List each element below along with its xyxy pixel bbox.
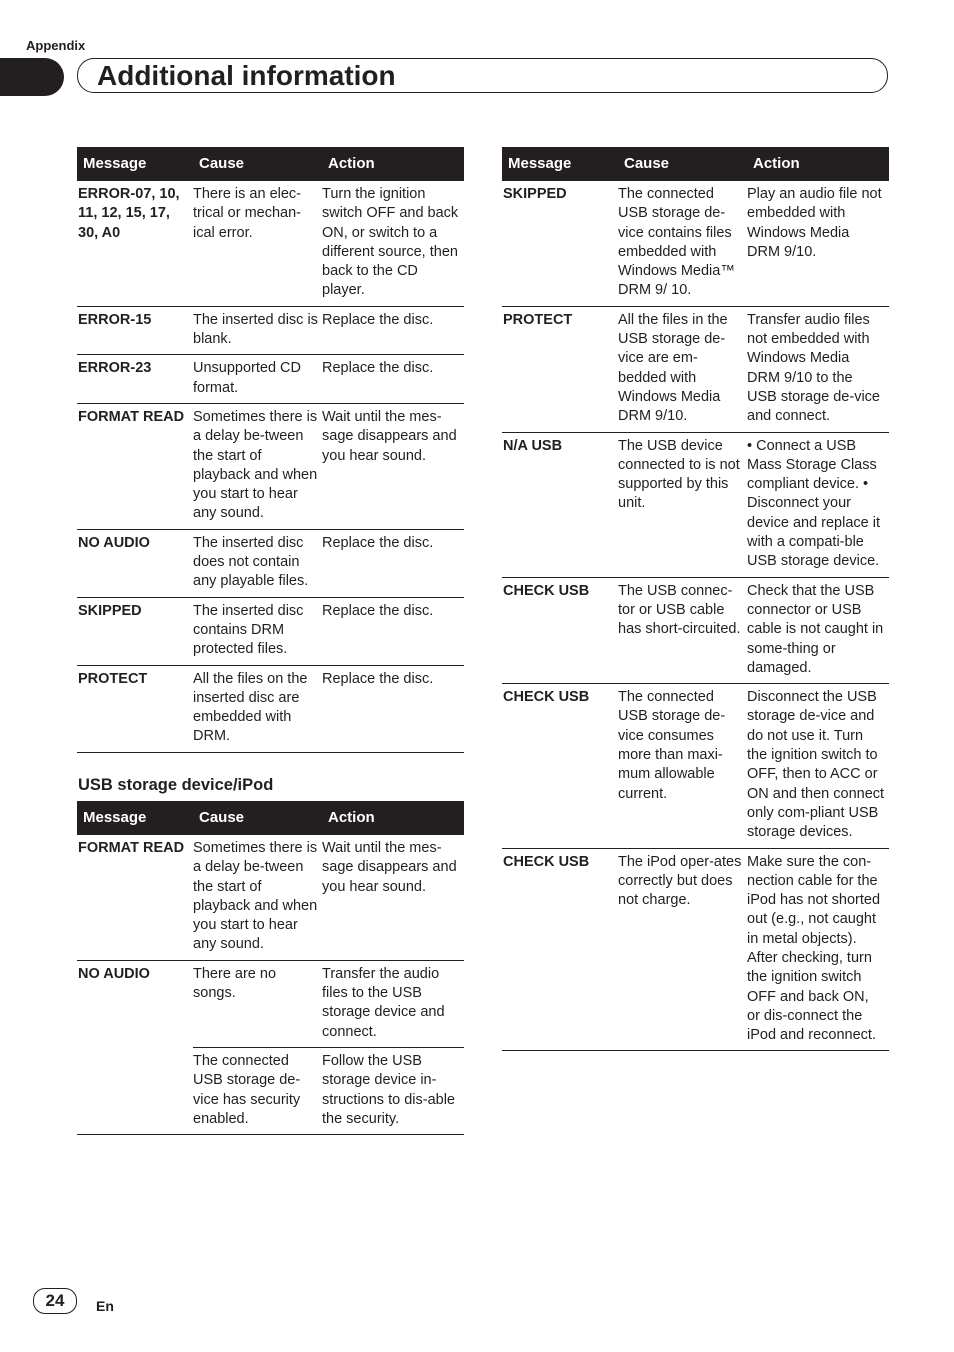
message-cell: FORMAT READ — [77, 835, 193, 960]
action-cell: Replace the disc. — [322, 597, 464, 665]
cause-cell: The USB connec-tor or USB cable has short-circuited. — [618, 577, 747, 683]
column-header-action: Action — [322, 147, 464, 181]
table-header-row — [77, 147, 464, 181]
action-cell: Disconnect the USB storage de-vice and do not use it. Turn the ignition switch to OFF, then to ACC or ON and then connect only com-pliant USB storage devices. — [747, 684, 889, 848]
table-header-row — [502, 147, 889, 181]
language-label: En — [96, 1298, 114, 1314]
action-cell: Replace the disc. — [322, 355, 464, 404]
table-row — [77, 403, 464, 529]
table-row — [77, 181, 464, 306]
column-header-action: Action — [747, 147, 889, 181]
column-header-action: Action — [322, 801, 464, 835]
usb-error-table — [77, 801, 464, 1135]
cause-cell: The inserted disc contains DRM protected files. — [193, 597, 322, 665]
cause-cell: The inserted disc is blank. — [193, 306, 322, 355]
table-row — [502, 306, 889, 432]
cause-cell: All the files in the USB storage de-vice are em-bedded with Windows Media DRM 9/10. — [618, 306, 747, 432]
action-cell: Replace the disc. — [322, 665, 464, 752]
table-row — [77, 529, 464, 597]
cause-cell: The inserted disc does not contain any playable files. — [193, 529, 322, 597]
cause-cell: There is an elec-trical or mechan-ical error. — [193, 181, 322, 306]
message-cell: PROTECT — [502, 306, 618, 432]
cause-cell: All the files on the inserted disc are embedded with DRM. — [193, 665, 322, 752]
action-cell: Wait until the mes-sage disappears and you hear sound. — [322, 403, 464, 529]
page-number: 24 — [33, 1288, 77, 1314]
column-header-cause: Cause — [618, 147, 747, 181]
cd-error-table — [77, 147, 464, 753]
message-cell: PROTECT — [77, 665, 193, 752]
cause-cell: The connected USB storage de-vice contains files embedded with Windows Media™ DRM 9/ 10. — [618, 181, 747, 306]
action-cell: Replace the disc. — [322, 306, 464, 355]
table-row — [77, 960, 464, 1047]
table-row — [77, 597, 464, 665]
cause-cell: Sometimes there is a delay be-tween the start of playback and when you start to hear any sound. — [193, 835, 322, 960]
table-row — [77, 835, 464, 960]
action-cell: • Connect a USB Mass Storage Class compliant device. • Disconnect your device and replace it with a compati-ble USB storage device. — [747, 432, 889, 577]
column-header-message: Message — [77, 147, 193, 181]
action-cell: Check that the USB connector or USB cable is not caught in some-thing or damaged. — [747, 577, 889, 683]
action-cell: Follow the USB storage device in-structions to dis-able the security. — [322, 1047, 464, 1134]
action-cell: Play an audio file not embedded with Windows Media DRM 9/10. — [747, 181, 889, 306]
table-header-row — [77, 801, 464, 835]
message-cell — [77, 1047, 193, 1134]
message-cell: NO AUDIO — [77, 529, 193, 597]
table-row — [77, 665, 464, 752]
column-header-cause: Cause — [193, 147, 322, 181]
message-cell: FORMAT READ — [77, 403, 193, 529]
usb-section-heading: USB storage device/iPod — [78, 776, 274, 794]
message-cell: ERROR-07, 10, 11, 12, 15, 17, 30, A0 — [77, 181, 193, 306]
cause-cell: The USB device connected to is not supported by this unit. — [618, 432, 747, 577]
action-cell: Wait until the mes-sage disappears and you hear sound. — [322, 835, 464, 960]
table-row — [502, 684, 889, 848]
message-cell: ERROR-15 — [77, 306, 193, 355]
action-cell: Replace the disc. — [322, 529, 464, 597]
table-row — [77, 355, 464, 404]
cause-cell: The iPod oper-ates correctly but does not charge. — [618, 848, 747, 1051]
message-cell: CHECK USB — [502, 577, 618, 683]
column-header-message: Message — [77, 801, 193, 835]
table-row — [77, 1047, 464, 1134]
table-row — [77, 306, 464, 355]
cause-cell: Sometimes there is a delay be-tween the start of playback and when you start to hear any sound. — [193, 403, 322, 529]
message-cell: SKIPPED — [502, 181, 618, 306]
message-cell: NO AUDIO — [78, 965, 150, 982]
page-title: Additional information — [97, 60, 396, 91]
section-tab-marker — [0, 58, 64, 96]
cause-cell: There are no songs. — [193, 960, 322, 1047]
column-header-message: Message — [502, 147, 618, 181]
message-cell: N/A USB — [502, 432, 618, 577]
message-cell: SKIPPED — [77, 597, 193, 665]
table-row — [502, 577, 889, 683]
table-row — [502, 848, 889, 1051]
column-header-cause: Cause — [193, 801, 322, 835]
cause-cell: Unsupported CD format. — [193, 355, 322, 404]
message-cell: ERROR-23 — [77, 355, 193, 404]
message-cell: CHECK USB — [502, 848, 618, 1051]
section-label: Appendix — [26, 38, 86, 53]
cause-cell: The connected USB storage de-vice has security enabled. — [193, 1047, 322, 1134]
table-row — [502, 181, 889, 306]
usb-ipod-error-table-continued — [502, 147, 889, 1051]
table-row — [502, 432, 889, 577]
action-cell: Transfer audio files not embedded with Windows Media DRM 9/10 to the USB storage de-vice and connect. — [747, 306, 889, 432]
message-cell: CHECK USB — [502, 684, 618, 848]
action-cell: Make sure the con-nection cable for the iPod has not shorted out (e.g., not caught in metal objects). After checking, turn the ignition switch OFF and back ON, or dis-connect the iPod and reconnect. — [747, 848, 889, 1051]
action-cell: Turn the ignition switch OFF and back ON, or switch to a different source, then back to the CD player. — [322, 181, 464, 306]
cause-cell: The connected USB storage de-vice consumes more than maxi-mum allowable current. — [618, 684, 747, 848]
action-cell: Transfer the audio files to the USB storage device and connect. — [322, 960, 464, 1047]
